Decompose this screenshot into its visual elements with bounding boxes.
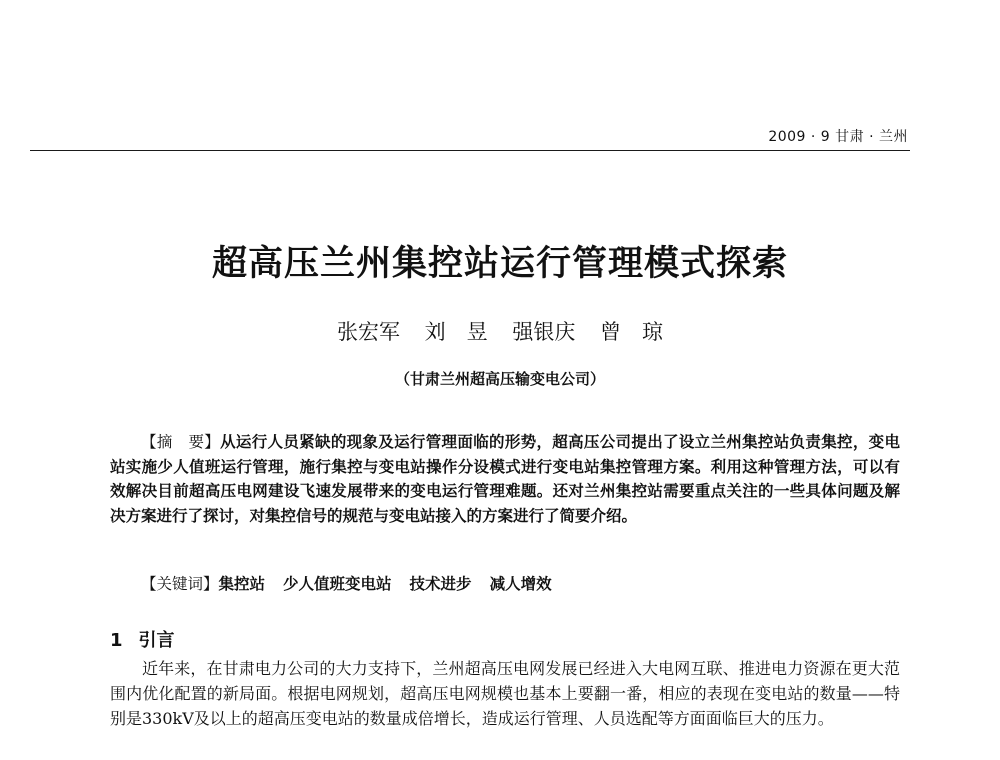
- keyword: 技术进步: [409, 574, 472, 593]
- section-number: 1: [110, 630, 123, 651]
- abstract-label: 【摘 要】: [141, 433, 221, 451]
- author-name: 曾 琼: [600, 320, 664, 344]
- author-name: 强银庆: [512, 320, 576, 344]
- running-head: 2009 · 9 甘肃 · 兰州: [768, 129, 908, 145]
- author-name: 张宏军: [336, 320, 400, 344]
- affiliation: （甘肃兰州超高压输变电公司）: [394, 370, 605, 388]
- keyword: 减人增效: [489, 574, 552, 593]
- author-list: [0, 316, 1000, 346]
- section-title: 引言: [138, 630, 175, 651]
- header-rule: [30, 150, 910, 151]
- abstract: [110, 430, 900, 528]
- keyword: 集控站: [218, 574, 266, 593]
- paper-title: 超高压兰州集控站运行管理模式探索: [211, 243, 788, 284]
- body-paragraph: 近年来，在甘肃电力公司的大力支持下，兰州超高压电网发展已经进入大电网互联、推进电力资源在更大范围内优化配置的新局面。根据电网规划，超高压电网规模也基本上要翻一番，相应的表现在变电站的数量——特别是330kV及以上的超高压变电站的数量成倍增长，造成运行管理、人员选配等方面面临巨大的压力。: [110, 659, 900, 728]
- keywords: [141, 572, 901, 594]
- author-name: 刘 昱: [424, 320, 488, 344]
- keywords-label: 【关键词】: [141, 575, 219, 593]
- section-heading: [110, 626, 175, 652]
- abstract-text: 从运行人员紧缺的现象及运行管理面临的形势，超高压公司提出了设立兰州集控站负责集控，变电站实施少人值班运行管理，施行集控与变电站操作分设模式进行变电站集控管理方案。利用这种管理方法，可以有效解决目前超高压电网建设飞速发展带来的变电运行管理难题。还对兰州集控站需要重点关注的一些具体问题及解决方案进行了探讨，对集控信号的规范与变电站接入的方案进行了简要介绍。: [110, 432, 900, 525]
- keyword: 少人值班变电站: [283, 574, 392, 593]
